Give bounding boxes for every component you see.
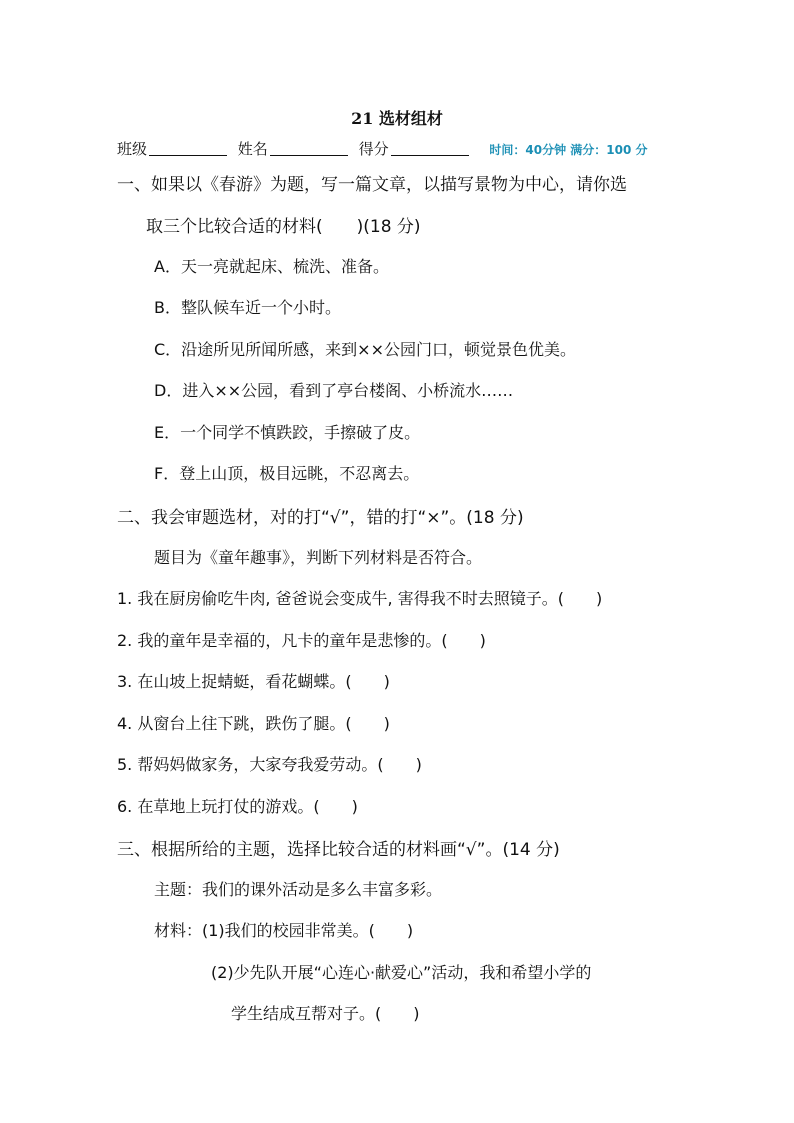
q2-item-4: 4. 从窗台上往下跳，跌伤了腿。( ) — [117, 714, 390, 733]
q3-material-1: 材料：(1)我们的校园非常美。( ) — [154, 921, 414, 940]
q3-heading: 三、根据所给的主题，选择比较合适的材料画“√”。(14 分) — [117, 840, 560, 860]
page-title: 21 选材组材 — [351, 109, 443, 128]
time-score-note: 时间：40分钟 满分：100 分 — [489, 143, 648, 157]
class-label: 班级 — [117, 140, 148, 158]
q1-option-f: F．登上山顶，极目远眺，不忍离去。 — [154, 464, 420, 483]
q1-option-d: D．进入××公园，看到了亭台楼阁、小桥流水…… — [154, 381, 514, 400]
q2-item-2: 2. 我的童年是幸福的，凡卡的童年是悲惨的。( ) — [117, 631, 486, 650]
q1-heading-line1: 一、如果以《春游》为题，写一篇文章，以描写景物为中心，请你选 — [117, 175, 627, 195]
q2-item-5: 5. 帮妈妈做家务，大家夸我爱劳动。( ) — [117, 755, 422, 774]
q1-option-c: C．沿途所见所闻所感，来到××公园门口，顿觉景色优美。 — [154, 340, 576, 359]
score-label: 得分 — [358, 140, 389, 158]
q1-option-a: A．天一亮就起床、梳洗、准备。 — [154, 257, 389, 276]
q3-theme: 主题：我们的课外活动是多么丰富多彩。 — [154, 880, 443, 899]
q1-heading-line2: 取三个比较合适的材料( )(18 分) — [146, 217, 421, 237]
q2-heading: 二、我会审题选材，对的打“√”，错的打“×”。(18 分) — [117, 508, 524, 528]
q3-material-2-line1: (2)少先队开展“心连心·献爱心”活动，我和希望小学的 — [211, 963, 592, 982]
student-info-line — [117, 138, 648, 159]
q2-item-6: 6. 在草地上玩打仗的游戏。( ) — [117, 797, 358, 816]
score-blank — [391, 141, 469, 156]
q2-item-3: 3. 在山坡上捉蜻蜓，看花蝴蝶。( ) — [117, 672, 390, 691]
q3-material-2-line2: 学生结成互帮对子。( ) — [231, 1004, 420, 1023]
q1-option-e: E．一个同学不慎跌跤，手擦破了皮。 — [154, 423, 421, 442]
q1-option-b: B．整队候车近一个小时。 — [154, 298, 341, 317]
q2-item-1: 1. 我在厨房偷吃牛肉, 爸爸说会变成牛, 害得我不时去照镜子。( ) — [117, 589, 603, 608]
name-blank — [270, 141, 348, 156]
name-label: 姓名 — [237, 140, 268, 158]
class-blank — [149, 141, 227, 156]
q2-intro: 题目为《童年趣事》，判断下列材料是否符合。 — [154, 548, 483, 567]
